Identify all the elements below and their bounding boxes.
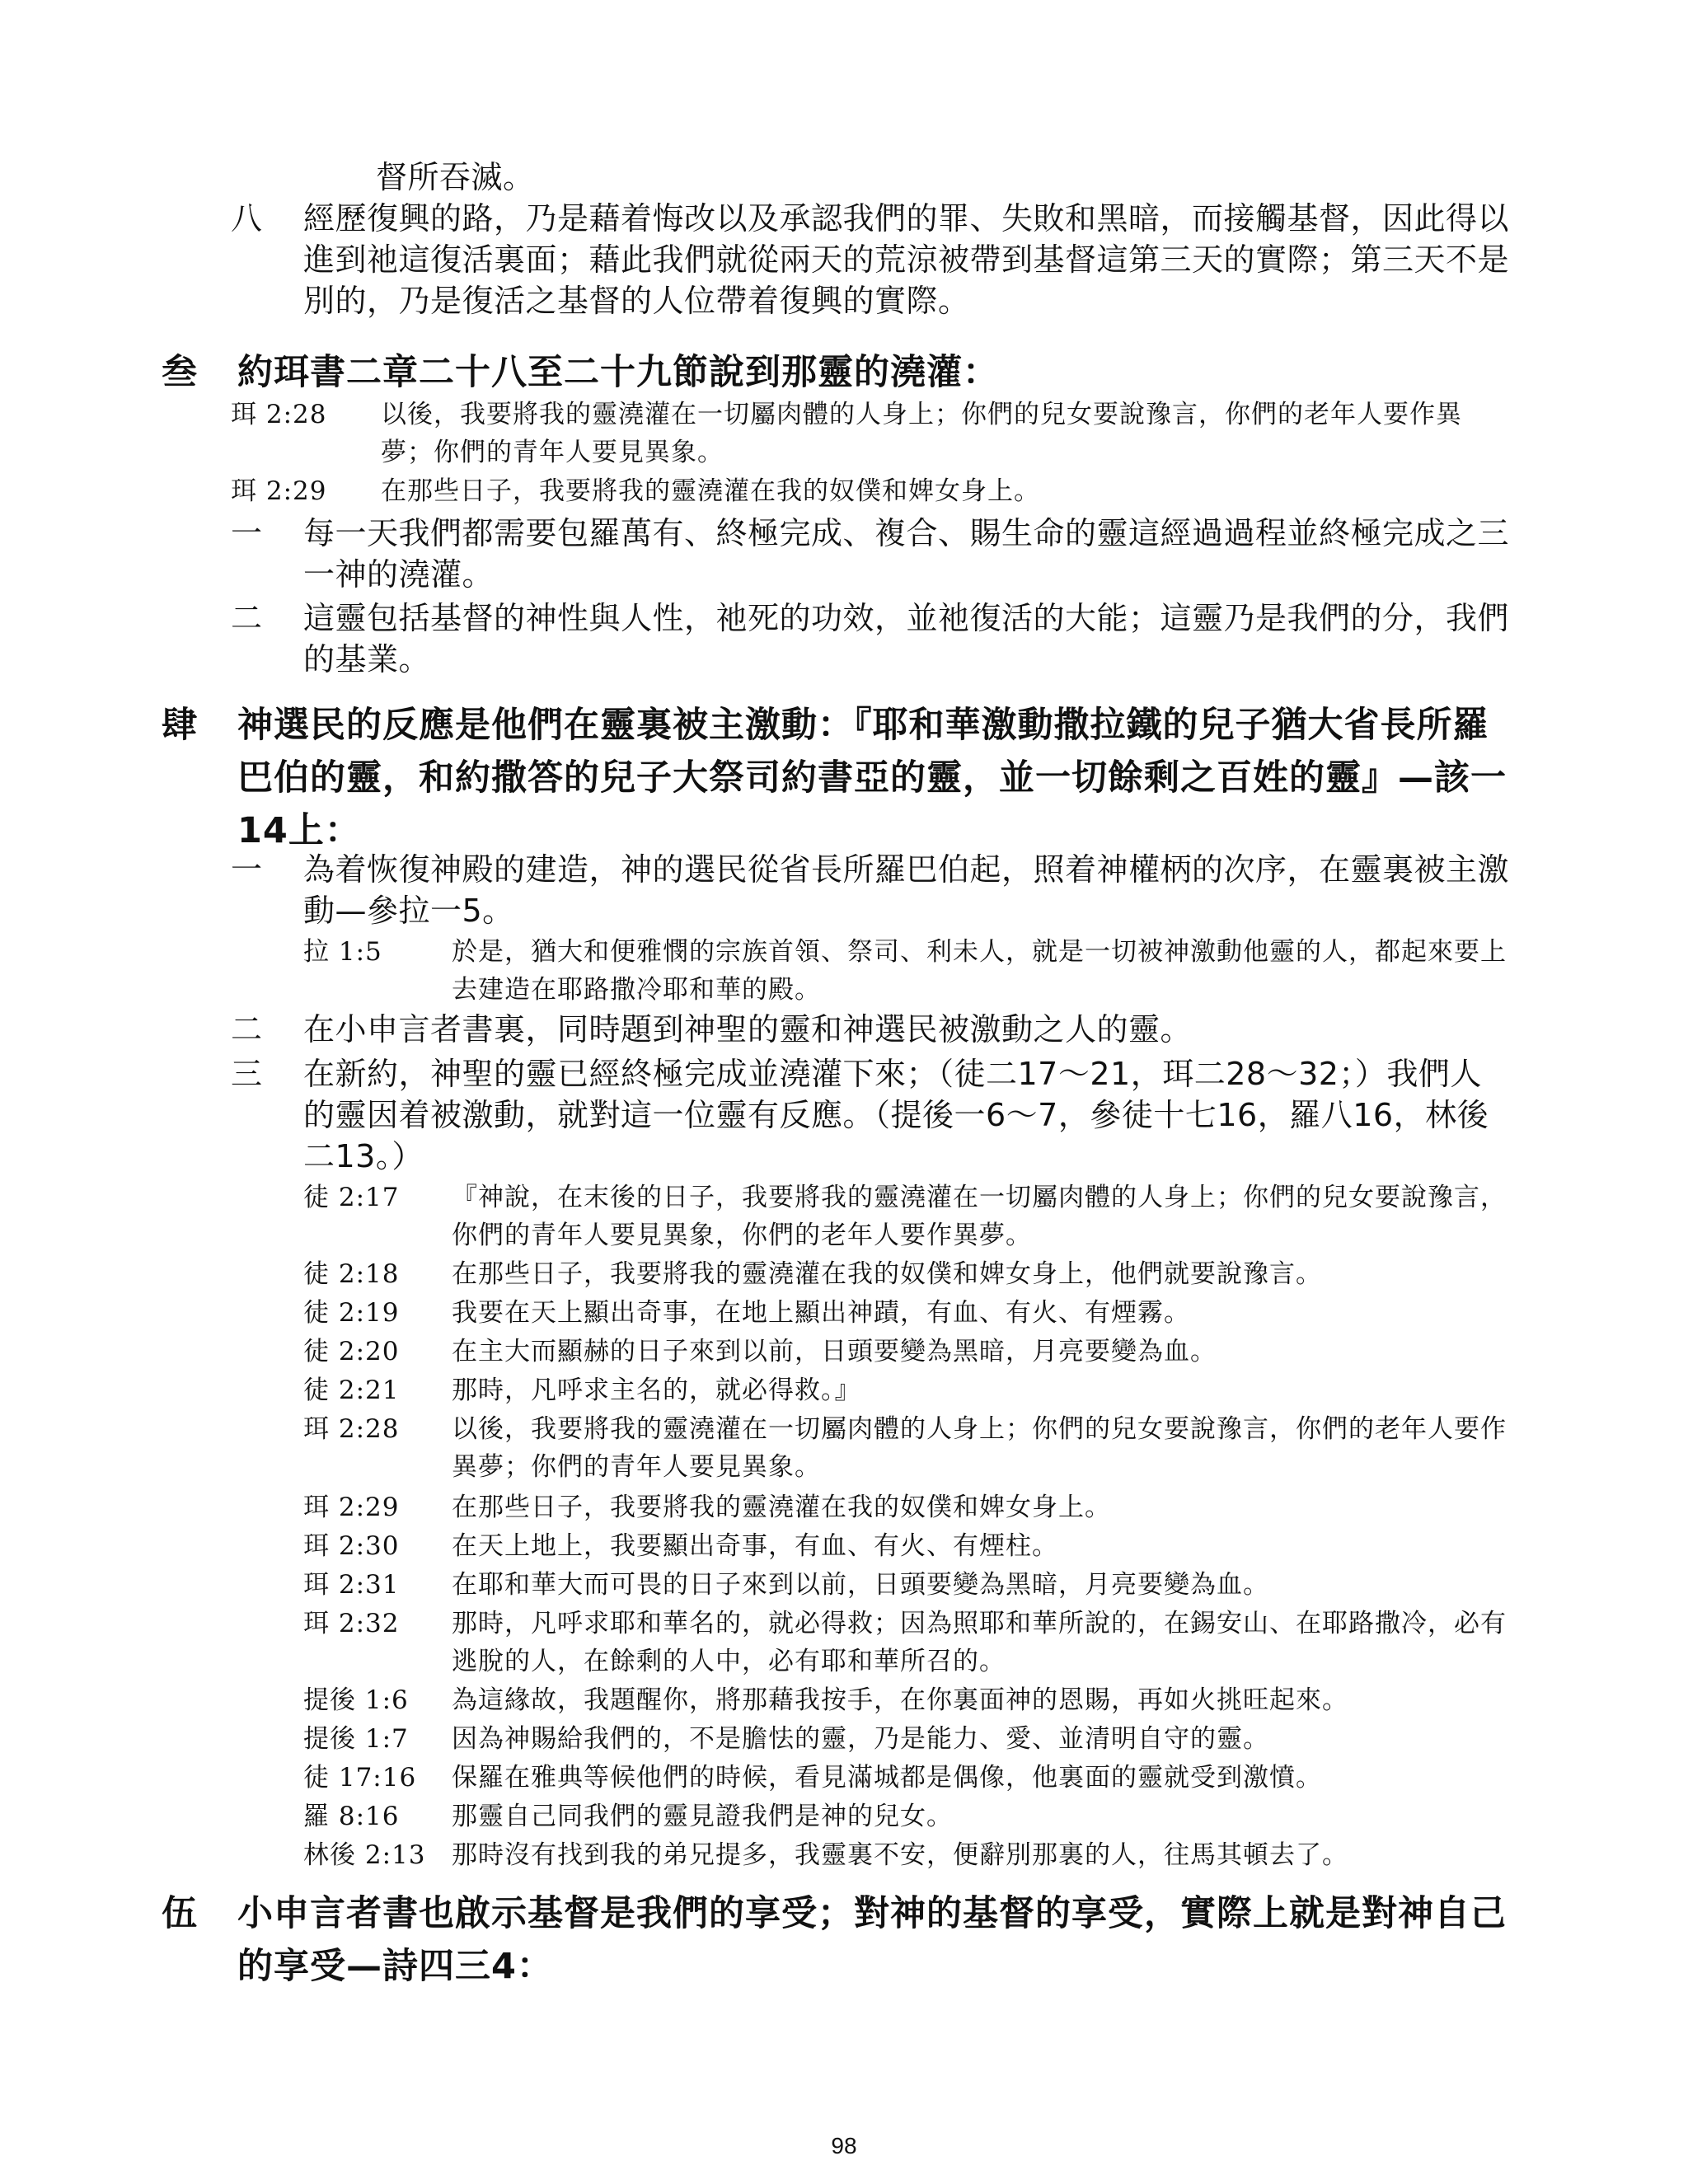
verse-ref: 提後 1:7 (303, 1724, 409, 1754)
verse-ref: 珥 2:28 (303, 1414, 400, 1444)
verse-entry (303, 1797, 1513, 1835)
verse-entry (303, 1527, 1513, 1565)
verse-text: 那靈自己同我們的靈見證我們是神的兒女。 (452, 1802, 953, 1831)
verse-entry (303, 1294, 1513, 1332)
verse-ref: 徒 2:17 (303, 1183, 400, 1212)
verse-text: 那時沒有找到我的弟兄提多，我靈裏不安，便辭別那裏的人，往馬其頓去了。 (452, 1840, 1348, 1870)
point-number: 一 (231, 851, 263, 888)
page-number: 98 (831, 2133, 857, 2158)
verse-ref: 珥 2:29 (303, 1493, 400, 1522)
verse-text: 因為神賜給我們的，不是膽怯的靈，乃是能力、愛、並清明自守的靈。 (452, 1724, 1269, 1754)
verse-ref: 徒 2:21 (303, 1376, 400, 1405)
verse-text: 在那些日子，我要將我的靈澆灌在我的奴僕和婢女身上，他們就要說豫言。 (452, 1259, 1322, 1289)
verse-text: 在天上地上，我要顯出奇事，有血、有火、有煙柱。 (452, 1531, 1058, 1561)
section-number: 伍 (162, 1893, 198, 1934)
verse-text: 那時，凡呼求主名的，就必得救。』 (452, 1376, 861, 1405)
section-number: 肆 (162, 705, 198, 746)
verse-entry (231, 396, 1513, 471)
point-number: 八 (231, 200, 263, 237)
verse-entry (303, 1566, 1513, 1604)
section-number: 叁 (162, 352, 198, 393)
verse-ref: 徒 17:16 (303, 1763, 417, 1793)
verse-entry (303, 933, 1513, 1009)
point-number: 二 (231, 1011, 263, 1047)
verse-text: 在主大而顯赫的日子來到以前，日頭要變為黑暗，月亮要變為血。 (452, 1337, 1217, 1366)
section-heading-3 (162, 346, 1513, 399)
verse-ref: 徒 2:20 (303, 1337, 400, 1366)
verse-text: 在那些日子，我要將我的靈澆灌在我的奴僕和婢女身上。 (381, 476, 1040, 506)
verse-ref: 珥 2:30 (303, 1531, 400, 1561)
verse-entry (303, 1371, 1513, 1409)
verse-ref: 徒 2:18 (303, 1259, 400, 1289)
section-title: 神選民的反應是他們在靈裏被主激動：『耶和華激動撒拉鐵的兒子猶大省長所羅巴伯的靈，和約撒答的兒子大祭司約書亞的靈，並一切餘剩之百姓的靈』—該一14上： (237, 705, 1507, 851)
verse-entry (303, 1605, 1513, 1680)
verse-ref: 羅 8:16 (303, 1802, 400, 1831)
verse-entry (303, 1333, 1513, 1371)
verse-ref: 提後 1:6 (303, 1685, 409, 1715)
verse-text: 於是，猶大和便雅憫的宗族首領、祭司、利未人，就是一切被神激動他靈的人，都起來要上去建造在耶路撒冷耶和華的殿。 (452, 937, 1507, 1005)
verse-text: 為這緣故，我題醒你，將那藉我按手，在你裏面神的恩賜，再如火挑旺起來。 (452, 1685, 1348, 1715)
verse-ref: 珥 2:31 (303, 1570, 400, 1600)
section-heading-4 (162, 699, 1513, 857)
verse-entry (303, 1255, 1513, 1293)
verse-ref: 林後 2:13 (303, 1840, 426, 1870)
verse-text: 在耶和華大而可畏的日子來到以前，日頭要變為黑暗，月亮要變為血。 (452, 1570, 1269, 1600)
point-1 (231, 849, 1513, 931)
point-text: 在新約，神聖的靈已經終極完成並澆灌下來；（徒二17～21，珥二28～32；）我們人的靈因着被激動，就對這一位靈有反應。（提後一6～7，參徒十七16，羅八16，林後二13。） (303, 1056, 1489, 1174)
point-2 (231, 598, 1513, 680)
verse-entry (231, 472, 1513, 510)
verse-text: 在那些日子，我要將我的靈澆灌在我的奴僕和婢女身上。 (452, 1493, 1111, 1522)
point-text: 這靈包括基督的神性與人性，祂死的功效，並祂復活的大能；這靈乃是我們的分，我們的基業。 (303, 600, 1510, 677)
point-3 (231, 1053, 1513, 1177)
verse-entry (303, 1681, 1513, 1719)
section-title: 小申言者書也啟示基督是我們的享受；對神的基督的享受，實際上就是對神自己的享受—詩四三4： (237, 1893, 1507, 1987)
verse-ref: 珥 2:29 (231, 476, 327, 506)
point-text: 每一天我們都需要包羅萬有、終極完成、複合、賜生命的靈這經過過程並終極完成之三一神的澆灌。 (303, 515, 1510, 593)
verse-ref: 徒 2:19 (303, 1298, 400, 1328)
verse-entry (303, 1179, 1513, 1254)
verse-text: 那時，凡呼求耶和華名的，就必得救；因為照耶和華所說的，在錫安山、在耶路撒冷，必有逃脫的人，在餘剩的人中，必有耶和華所召的。 (452, 1609, 1507, 1676)
verse-entry (303, 1720, 1513, 1758)
point-text: 在小申言者書裏，同時題到神聖的靈和神選民被激動之人的靈。 (303, 1011, 1193, 1047)
verse-text: 以後，我要將我的靈澆灌在一切屬肉體的人身上；你們的兒女要說豫言，你們的老年人要作異夢；你們的青年人要見異象。 (381, 400, 1462, 467)
verse-entry (303, 1759, 1513, 1797)
section-title: 約珥書二章二十八至二十九節說到那靈的澆灌： (237, 352, 999, 393)
verse-text: 保羅在雅典等候他們的時候，看見滿城都是偶像，他裏面的靈就受到激憤。 (452, 1763, 1322, 1793)
verse-ref: 珥 2:32 (303, 1609, 400, 1638)
section-heading-5 (162, 1887, 1513, 1993)
point-8 (231, 198, 1513, 321)
point-number: 一 (231, 515, 263, 551)
verse-ref: 拉 1:5 (303, 937, 382, 967)
point-1 (231, 513, 1513, 595)
verse-ref: 珥 2:28 (231, 400, 327, 429)
point-2 (231, 1009, 1513, 1050)
verse-text: 『神說，在末後的日子，我要將我的靈澆灌在一切屬肉體的人身上；你們的兒女要說豫言，你們的青年人要見異象，你們的老年人要作異夢。 (452, 1183, 1507, 1250)
continued-text: 督所吞滅。 (376, 159, 535, 195)
verse-entry (303, 1488, 1513, 1526)
verse-text: 以後，我要將我的靈澆灌在一切屬肉體的人身上；你們的兒女要說豫言，你們的老年人要作異夢；你們的青年人要見異象。 (452, 1414, 1507, 1482)
verse-text: 我要在天上顯出奇事，在地上顯出神蹟，有血、有火、有煙霧。 (452, 1298, 1190, 1328)
verse-entry (303, 1836, 1513, 1874)
point-number: 三 (231, 1056, 263, 1092)
point-number: 二 (231, 600, 263, 636)
point-text: 經歷復興的路，乃是藉着悔改以及承認我們的罪、失敗和黑暗，而接觸基督，因此得以進到祂這復活裏面；藉此我們就從兩天的荒涼被帶到基督這第三天的實際；第三天不是別的，乃是復活之基督的人位帶着復興的實際。 (303, 200, 1510, 319)
verse-entry (303, 1410, 1513, 1486)
point-text: 為着恢復神殿的建造，神的選民從省長所羅巴伯起，照着神權柄的次序，在靈裏被主激動—參拉一5。 (303, 851, 1510, 929)
